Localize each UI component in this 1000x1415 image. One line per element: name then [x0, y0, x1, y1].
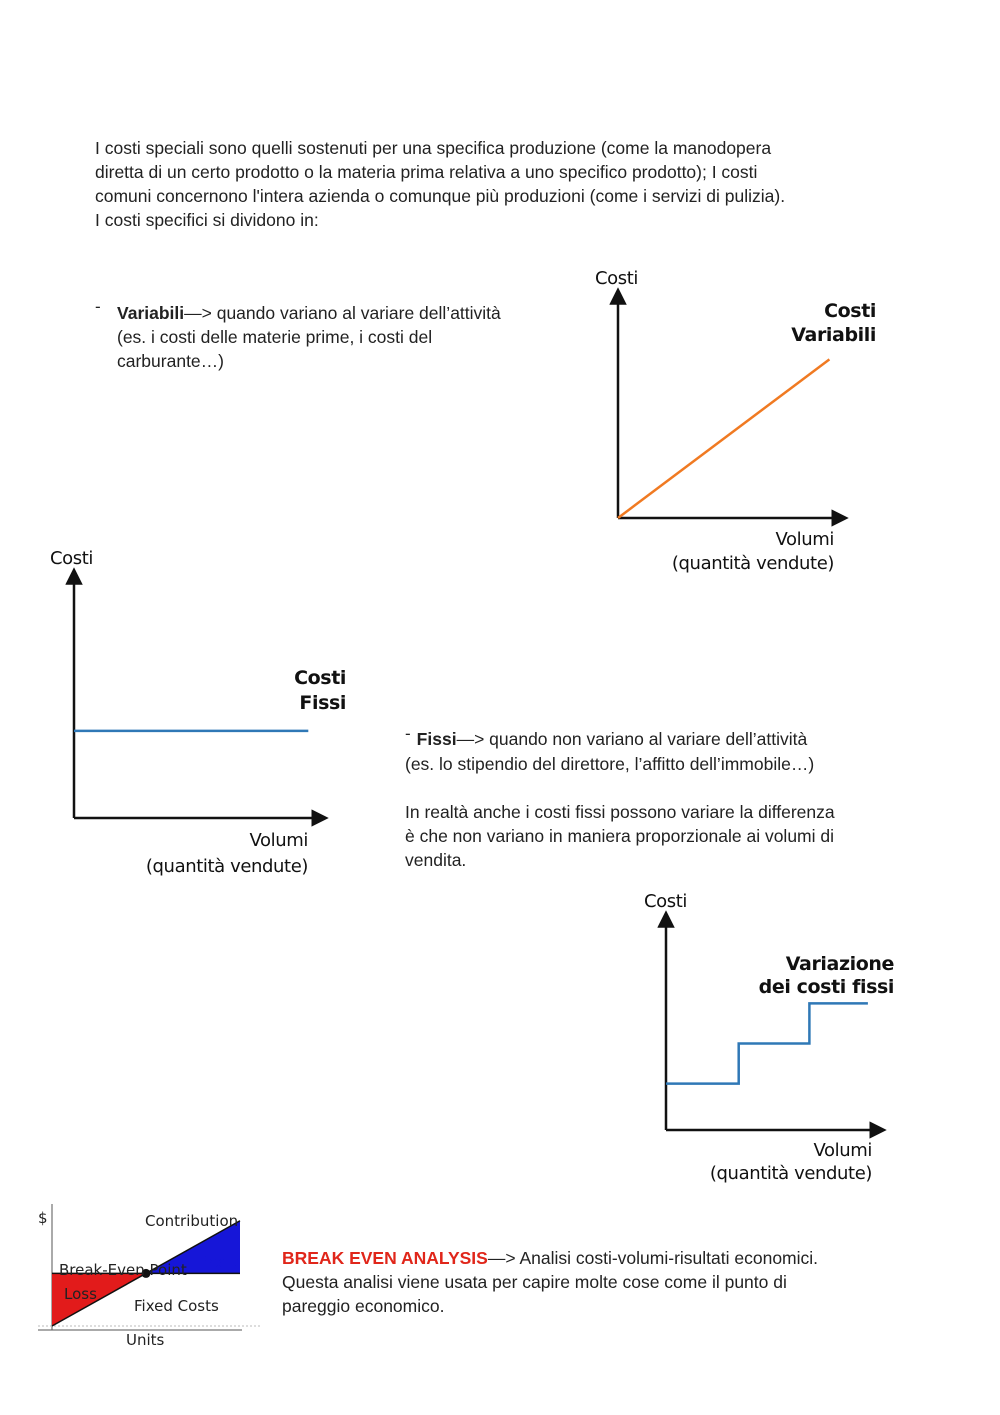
intro-line-2: diretta di un certo prodotto o la materia prima relativa a uno specifico prodotto); I costi	[95, 162, 758, 182]
variabili-definition: —> quando variano al variare dell’attività	[184, 303, 501, 323]
bullet-dash: -	[405, 724, 411, 743]
y-axis-label: Costi	[50, 548, 94, 569]
break-even-label: Break-Even Point	[59, 1261, 187, 1279]
fissi-note-line-2: è che non variano in maniera proporzionale ai volumi di	[405, 826, 834, 846]
intro-line-3: comuni concernono l'intera azienda o comunque più produzioni (come i servizi di pulizia).	[95, 186, 786, 206]
loss-label: Loss	[64, 1285, 97, 1303]
chart-title-line-1: Variazione	[785, 953, 894, 975]
costi-fissi-chart	[40, 540, 360, 885]
x-axis-label-line-1: Volumi	[775, 529, 834, 550]
fissi-bullet	[405, 724, 945, 872]
fissi-note-line-1: In realtà anche i costi fissi possono variare la differenza	[405, 802, 835, 822]
bullet-dash: -	[95, 297, 101, 316]
y-axis-label: Costi	[595, 268, 639, 289]
fissi-definition: —> quando non variano al variare dell’attività	[456, 729, 808, 749]
break-even-line-3: pareggio economico.	[282, 1296, 445, 1316]
intro-line-4: I costi specifici si dividono in:	[95, 210, 319, 230]
x-axis-label-line-1: Volumi	[249, 830, 308, 851]
chart-title-line-2: dei costi fissi	[758, 976, 894, 998]
chart-title-line-1: Costi	[294, 667, 346, 689]
x-axis-label-line-2: (quantità vendute)	[671, 553, 834, 574]
variabili-example-line-2: carburante…)	[117, 351, 224, 371]
variabili-bullet	[95, 297, 575, 373]
intro-paragraph	[95, 136, 935, 232]
break-even-chart	[30, 1198, 270, 1358]
costi-variabili-chart	[560, 260, 880, 590]
fissi-example: (es. lo stipendio del direttore, l’affitto dell’immobile…)	[405, 754, 815, 774]
break-even-line-2: Questa analisi viene usata per capire molte cose come il punto di	[282, 1272, 787, 1292]
break-even-definition: —> Analisi costi-volumi-risultati economici.	[487, 1248, 819, 1268]
chart-title-line-2: Variabili	[791, 324, 876, 346]
x-axis-label-line-2: (quantità vendute)	[709, 1163, 872, 1184]
chart-title-line-2: Fissi	[299, 692, 346, 714]
variazione-costi-fissi-chart	[620, 885, 910, 1195]
fissi-note-line-3: vendita.	[405, 850, 467, 870]
fissi-term: Fissi	[416, 729, 457, 749]
x-axis-label: Units	[126, 1331, 165, 1349]
variabili-example-line-1: (es. i costi delle materie prime, i costi del	[117, 327, 433, 347]
break-even-paragraph	[282, 1246, 972, 1318]
series-line-variazione-costi-fissi	[666, 1003, 868, 1083]
profit-label: Profit	[199, 1253, 239, 1271]
chart-title-line-1: Costi	[824, 300, 876, 322]
y-axis-label: $	[38, 1209, 48, 1227]
fixed-costs-label: Fixed Costs	[134, 1297, 219, 1315]
x-axis-label-line-2: (quantità vendute)	[145, 856, 308, 877]
contribution-label: Contribution	[145, 1212, 239, 1230]
x-axis-label-line-1: Volumi	[813, 1140, 872, 1161]
break-even-title: BREAK EVEN ANALYSIS	[282, 1248, 488, 1268]
intro-line-1: I costi speciali sono quelli sostenuti per una specifica produzione (come la manodopera	[95, 138, 772, 158]
variabili-term: Variabili	[117, 303, 185, 323]
series-line-costi-variabili	[618, 359, 829, 518]
y-axis-label: Costi	[644, 891, 688, 912]
